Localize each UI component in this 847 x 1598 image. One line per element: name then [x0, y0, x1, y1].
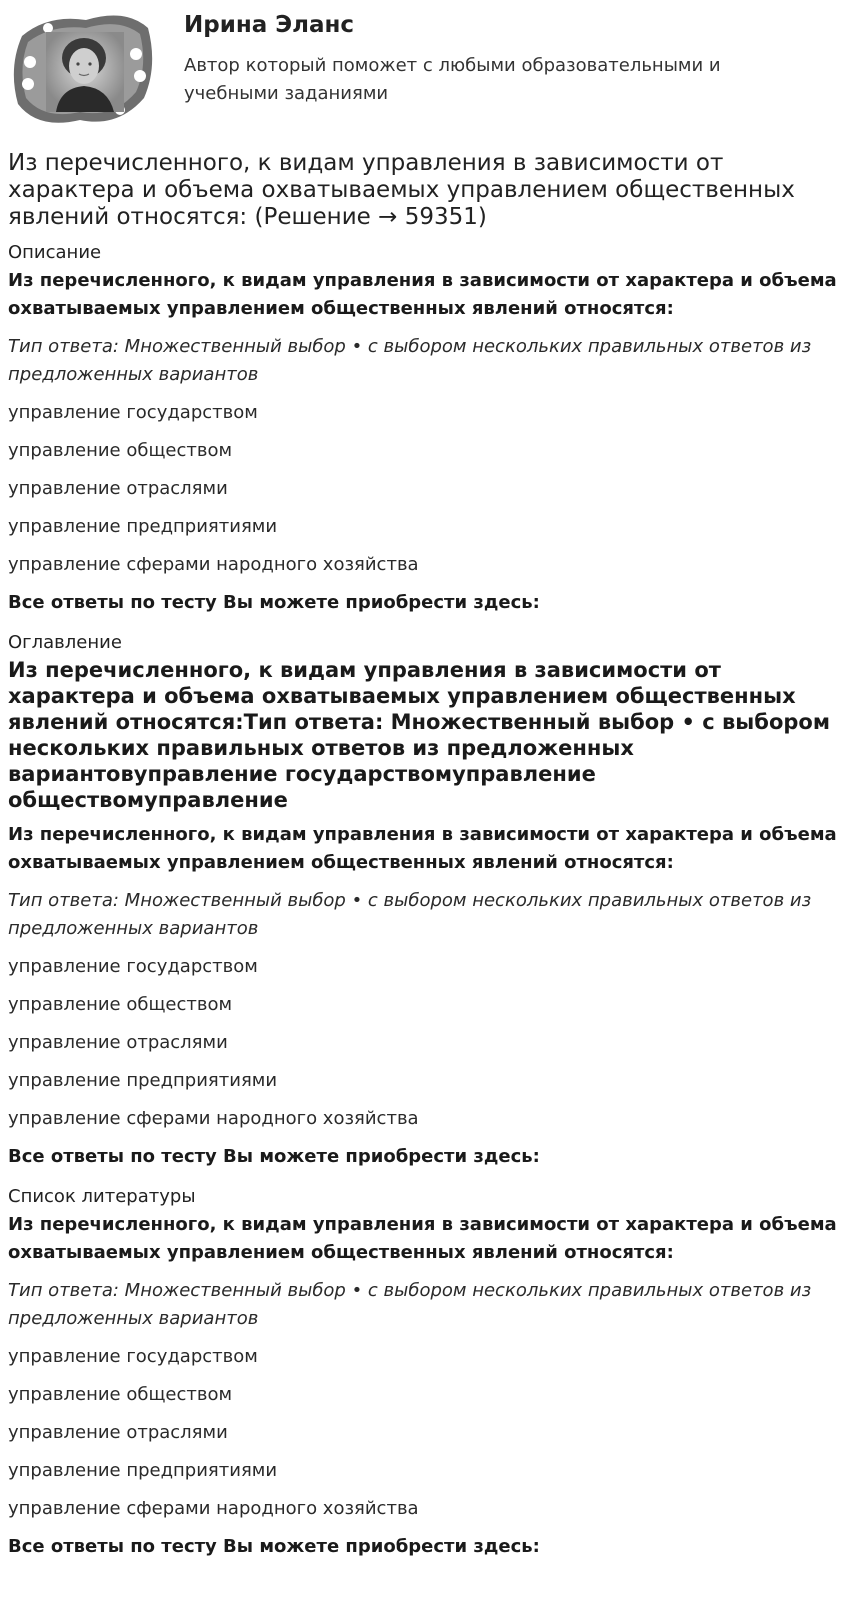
- toc-option: управление обществом: [8, 994, 233, 1015]
- toc-section: [8, 631, 839, 1171]
- author-info: [184, 0, 784, 108]
- references-option: управление сферами народного хозяйства: [8, 1498, 419, 1519]
- toc-answer-type: Тип ответа: Множественный выбор • с выбором нескольких правильных ответов из предложенных вариантов: [8, 890, 812, 939]
- author-card: [8, 0, 839, 128]
- toc-option: управление отраслями: [8, 1032, 228, 1053]
- description-section: [8, 241, 839, 617]
- toc-question: Из перечисленного, к видам управления в зависимости от характера и объема охватываемых управлением общественных явлений относятся:: [8, 824, 837, 873]
- references-question: Из перечисленного, к видам управления в зависимости от характера и объема охватываемых управлением общественных явлений относятся:: [8, 1214, 837, 1263]
- description-buy-text: Все ответы по тесту Вы можете приобрести здесь:: [8, 592, 540, 613]
- toc-option: управление сферами народного хозяйства: [8, 1108, 419, 1129]
- description-answer-type: Тип ответа: Множественный выбор • с выбором нескольких правильных ответов из предложенных вариантов: [8, 336, 812, 385]
- description-question: Из перечисленного, к видам управления в зависимости от характера и объема охватываемых управлением общественных явлений относятся:: [8, 270, 837, 319]
- description-option: управление государством: [8, 402, 258, 423]
- toc-heading: Из перечисленного, к видам управления в зависимости от характера и объема охватываемых управлением общественных явлений относятся:Тип ответа: Множественный выбор • с выбором нескольких правильных ответов из предложенных вариантовуправление государствомуправление обществомуправление: [8, 658, 831, 812]
- references-label: Список литературы: [8, 1186, 196, 1207]
- references-option: управление предприятиями: [8, 1460, 278, 1481]
- references-option: управление обществом: [8, 1384, 233, 1405]
- description-option: управление сферами народного хозяйства: [8, 554, 419, 575]
- references-option: управление государством: [8, 1346, 258, 1367]
- references-answer-type: Тип ответа: Множественный выбор • с выбором нескольких правильных ответов из предложенных вариантов: [8, 1280, 812, 1329]
- toc-option: управление государством: [8, 956, 258, 977]
- description-option: управление предприятиями: [8, 516, 278, 537]
- author-description: Автор который поможет с любыми образовательными и учебными заданиями: [184, 55, 721, 104]
- references-section: [8, 1185, 839, 1561]
- toc-label: Оглавление: [8, 632, 122, 653]
- description-option: управление обществом: [8, 440, 233, 461]
- references-option: управление отраслями: [8, 1422, 228, 1443]
- avatar[interactable]: [8, 6, 158, 130]
- page-title: Из перечисленного, к видам управления в зависимости от характера и объема охватываемых управлением общественных явлений относятся: (Решение → 59351): [8, 150, 795, 230]
- toc-option: управление предприятиями: [8, 1070, 278, 1091]
- description-label: Описание: [8, 242, 102, 263]
- avatar-film-frame-icon: [8, 6, 158, 130]
- toc-buy-text: Все ответы по тесту Вы можете приобрести здесь:: [8, 1146, 540, 1167]
- references-buy-text: Все ответы по тесту Вы можете приобрести здесь:: [8, 1536, 540, 1557]
- author-name[interactable]: Ирина Эланс: [184, 12, 355, 38]
- description-option: управление отраслями: [8, 478, 228, 499]
